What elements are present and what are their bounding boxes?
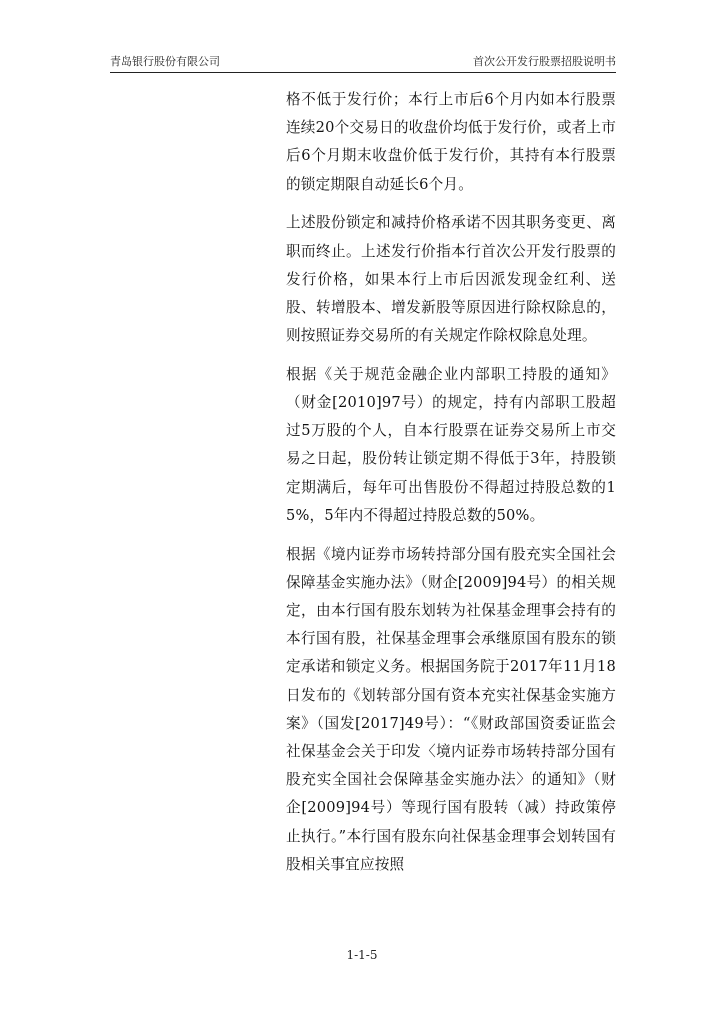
paragraph-lockup-price: 格不低于发行价；本行上市后6个月内如本行股票连续20个交易日的收盘价均低于发行价，或者上市后6个月期末收盘价低于发行价，其持有本行股票的锁定期限自动延长6个月。 [286, 91, 616, 193]
page-number: 1-1-5 [346, 948, 378, 962]
paragraph-state-shares: 根据《境内证券市场转持部分国有股充实全国社会保障基金实施办法》（财企[2009]94号）的相关规定，由本行国有股东划转为社保基金理事会持有的本行国有股，社保基金理事会承继原国有股东的锁定承诺和锁定义务。根据国务院于2017年11月18日发布的《划转部分国有资本充实社保基金实施方案》（国发[2017]49号）：“《财政部国资委证监会社保基金会关于印发〈境内证券市场转持部分国有股充实全国社会保障基金实施办法〉的通知》（财企[2009]94号）等现行国有股转（减）持政策停止执行。”本行国有股东向社保基金理事会划转国有股相关事宜应按照 [286, 545, 616, 873]
document-body [286, 86, 616, 889]
document-title: 首次公开发行股票招股说明书 [473, 55, 616, 68]
paragraph-commitment: 上述股份锁定和减持价格承诺不因其职务变更、离职而终止。上述发行价指本行首次公开发行股票的发行价格，如果本行上市后因派发现金红利、送股、转增股本、增发新股等原因进行除权除息的，则按照证券交易所的有关规定作除权除息处理。 [286, 214, 616, 345]
page-header [110, 50, 616, 73]
company-name: 青岛银行股份有限公司 [110, 55, 220, 68]
paragraph-employee-shares: 根据《关于规范金融企业内部职工持股的通知》（财金[2010]97号）的规定，持有内部职工股超过5万股的个人，自本行股票在证券交易所上市交易之日起，股份转让锁定期不得低于3年，持股锁定期满后，每年可出售股份不得超过持股总数的15%，5年内不得超过持股总数的50%。 [286, 365, 616, 524]
